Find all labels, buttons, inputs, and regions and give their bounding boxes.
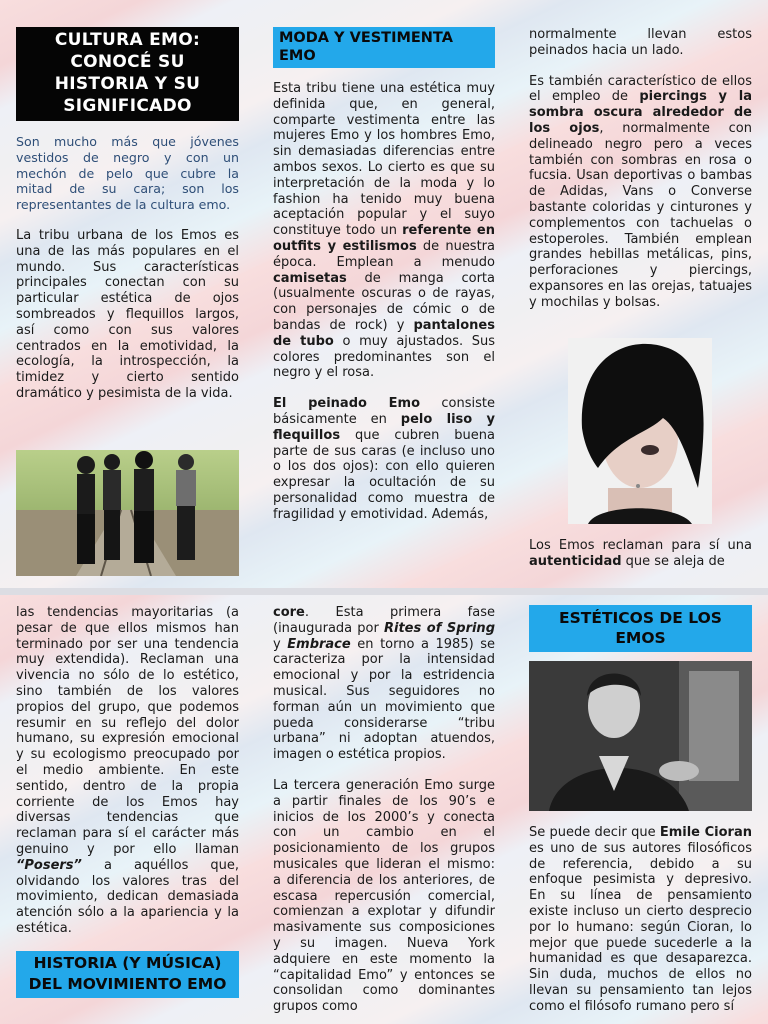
- main-title: CULTURA EMO: CONOCÉ SU HISTORIA Y SU SIGNIFICADO: [16, 27, 239, 121]
- column-3-p2: [529, 605, 752, 652]
- cioran-text-1: Se puede decir que: [529, 825, 660, 840]
- page-divider: [0, 588, 768, 595]
- paragraph-peinados-lado: normalmente llevan estos peinados hacia un lado.: [529, 27, 752, 58]
- peinado-bold-1: El peinado Emo: [273, 396, 421, 412]
- moda-text-4: o muy ajustados. Sus colores predominantes son el negro y el rosa.: [273, 333, 496, 381]
- tendencias-text: las tendencias mayoritarias (a pesar de que ellos mismos han terminado por ser una tendencia muy extendida). Reclaman una vivencia no sólo de lo estético, sino también de los valores propios del grupo, que podemos resumir en su reflejo del dolor humano, su expresión emocional y su ecologismo preocupado por el medio ambiente. En este sentido, dentro de la propia corriente de los Emos hay diversas tendencias que reclaman para sí el carácter más genuino y por ello llaman: [16, 605, 239, 857]
- peinado-text-2: que cubren buena parte de sus caras (e incluso uno o los dos ojos): con ello quieren expresar la ocultación de su personalidad como muestra de fragilidad y emotividad. Además,: [273, 427, 495, 522]
- moda-bold-3: pantalones de tubo: [273, 317, 495, 349]
- group-photo: [16, 450, 239, 576]
- fase-text-3: en torno a 1985) se caracteriza por la intensidad emocional y por la estridencia musical. Sus seguidores no forman aún un movimiento que pueda considerarse “tribu urbana” ni adoptan atuendos, imagen o estética propios.: [273, 636, 496, 763]
- section-title-esteticos: ESTÉTICOS DE LOS EMOS: [529, 605, 752, 652]
- fase-text-1: . Esta primera fase (inaugurada por: [273, 605, 495, 636]
- moda-text-1: Esta tribu tiene una estética muy definida que, en general, comparte vestimenta entre las mujeres Emo y los hombres Emo, sin demasiadas diferencias entre ambos sexos. Lo cierto es que su interpretación de la moda y lo fashion ha tenido muy buena aceptación popular y el suyo constituye todo un: [273, 81, 495, 239]
- moda-text-2: de nuestra época. Emplean a menudo: [273, 238, 495, 270]
- piercings-text-1: Es también característico de ellos el empleo de: [529, 73, 752, 105]
- intro-paragraph: Son mucho más que jóvenes vestidos de negro y con un mechón de pelo que cubre la mitad de su cara; son los representantes de la cultura emo.: [16, 134, 239, 213]
- paragraph-autenticidad: [529, 538, 752, 570]
- core-term: core: [273, 605, 305, 620]
- section-title-moda: MODA Y VESTIMENTA EMO: [273, 27, 495, 68]
- column-3-p2-text: [529, 825, 752, 1015]
- paragraph-tribu: La tribu urbana de los Emos es una de las más populares en el mundo. Sus características principales conectan con su particular estética de ojos sombreados y flequillos largos, así como con sus valores centrados en la emotividad, la ecología, la introspección, la timidez y cierto sentido dramático y pesimista de la vida.: [16, 227, 239, 401]
- column-2-p2: [273, 605, 495, 1015]
- column-2: [273, 27, 495, 523]
- peinado-text-1: consiste básicamente en: [273, 396, 495, 427]
- emo-portrait-photo: [568, 338, 712, 524]
- cioran-name: Emile Cioran: [659, 825, 752, 840]
- piercings-text-2: , normalmente con delineado negro pero a veces también con sombras en rosa o fucsia. Usan deportivas o bambas de Adidas, Vans o Converse bastante coloridas y cinturones y complementos con tachuelas o estoperoles. También emplean grandes hebillas metálicas, pins, perforaciones y piercings, expansores en las orejas, tatuajes y mochilas y bolsas.: [529, 120, 752, 310]
- peinado-bold-2: pelo liso y flequillos: [273, 411, 495, 443]
- column-1: [16, 27, 239, 402]
- tendencias-text-end: a aquéllos que, olvidando los valores tras del movimiento, dedican demasiada atención sólo a la apariencia y la estética.: [16, 857, 239, 936]
- paragraph-piercings: [529, 74, 752, 311]
- section-title-historia: HISTORIA (Y MÚSICA) DEL MOVIMIENTO EMO: [16, 951, 239, 998]
- cioran-photo: [529, 661, 752, 811]
- paragraph-tendencias: [16, 605, 239, 937]
- cioran-text-2: es uno de sus autores filosóficos de referencia, debido a su enfoque pesimista y depresivo. En su línea de pensamiento existe incluso un cierto desprecio por lo humano: según Cioran, lo mejor que puede sucederle a la humanidad es que desaparezca. Sin duda, muchos de ellos no llevan su pensamiento tan lejos como el filósofo rumano pero sí: [529, 840, 752, 1014]
- moda-text-3: de manga corta (usualmente oscuras o de rayas, con personajes de cómic o de bandas de rock) y: [273, 270, 495, 333]
- moda-bold-2: camisetas: [273, 270, 347, 286]
- band-embrace: Embrace: [287, 636, 351, 652]
- fase-text-2: y: [273, 636, 288, 652]
- posers-term: “Posers”: [16, 857, 82, 873]
- paragraph-moda: [273, 81, 495, 381]
- moda-bold-1: referente en outfits y estilismos: [273, 223, 496, 254]
- paragraph-cioran: [529, 825, 752, 1015]
- column-3-end: [529, 538, 752, 570]
- paragraph-primera-fase: [273, 605, 495, 763]
- paragraph-peinado: [273, 396, 495, 522]
- page-2: [0, 595, 768, 1024]
- autenticidad-text-2: que se aleja de: [621, 553, 725, 569]
- column-3: [529, 27, 752, 311]
- piercings-bold-1: piercings y la sombra oscura alrededor de los ojos: [529, 89, 752, 136]
- column-1-p2: [16, 605, 239, 998]
- autenticidad-text-1: Los Emos reclaman para sí una: [529, 538, 752, 553]
- autenticidad-bold: autenticidad: [529, 553, 622, 569]
- paragraph-tercera-generacion: La tercera generación Emo surge a partir finales de los 90’s e inicios de los 2000’s y conecta con un cambio en el posicionamiento de los grupos musicales que lideran el mismo: a diferencia de los anteriores, de escasa repercusión comercial, comienzan a explotar y difundir masivamente sus composiciones y su imagen. Nueva York adquiere en este momento la “capitalidad Emo” y entonces se consolidan como dominantes grupos como: [273, 777, 495, 1015]
- band-rites-of-spring: Rites of Spring: [384, 620, 495, 636]
